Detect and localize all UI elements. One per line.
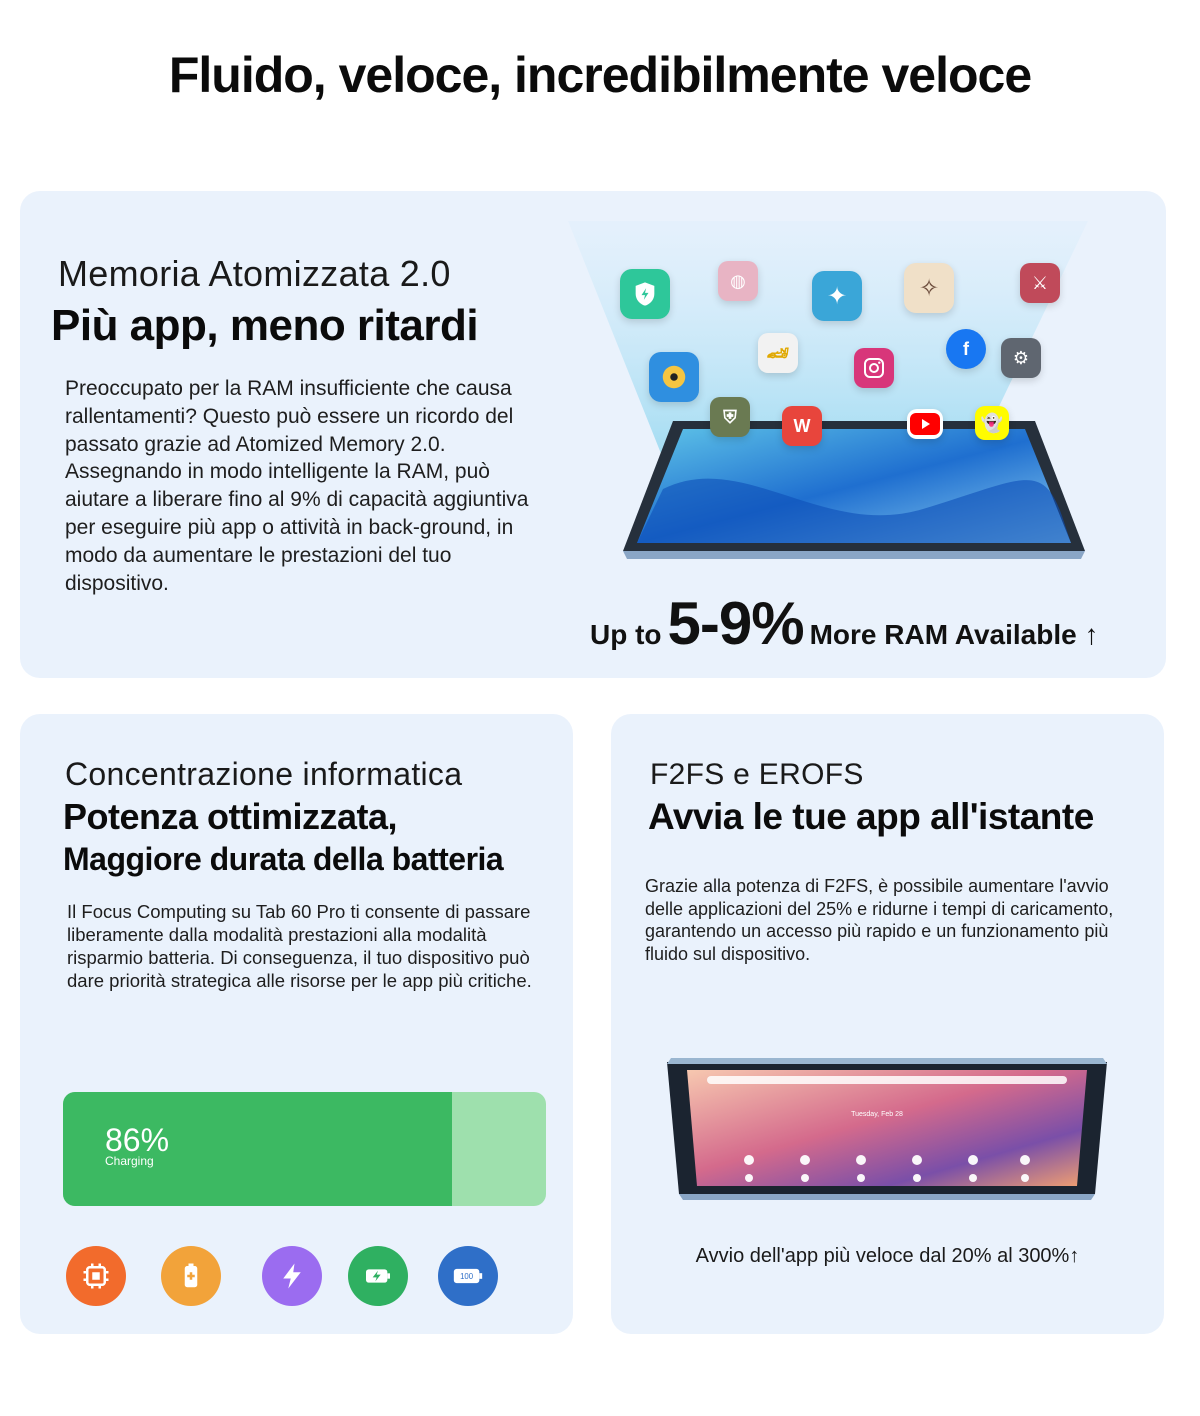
shield-app-icon bbox=[620, 269, 670, 319]
racing-game-icon: 🏎 bbox=[758, 333, 798, 373]
genshin-icon: ✧ bbox=[904, 263, 954, 313]
battery-percent: 86% bbox=[105, 1122, 170, 1158]
focus-card bbox=[20, 714, 573, 1334]
ram-stat-value: 5-9% bbox=[667, 590, 804, 657]
f2fs-stat: Avvio dell'app più veloce dal 20% al 300%↑ bbox=[695, 1245, 1080, 1267]
game-character-icon: ◍ bbox=[718, 261, 758, 301]
ram-card bbox=[20, 191, 1166, 678]
wps-office-icon: W bbox=[782, 406, 822, 446]
focus-body: Il Focus Computing su Tab 60 Pro ti consente di passare liberamente dalla modalità prestazioni alla modalità risparmio batteria. Di conseguenza, il tuo dispositivo può dare priorità strategica alle risorse per le app più critiche. bbox=[67, 901, 532, 991]
battery-status: Charging bbox=[105, 1154, 154, 1168]
f2fs-card bbox=[611, 714, 1164, 1334]
ram-body: Preoccupato per la RAM insufficiente che causa rallentamenti? Questo può essere un ricordo del passato grazie ad Atomized Memory 2.0. Assegnando in modo intelligente la RAM, può aiutare a liberare fino al 9% di capacità aggiuntiva per eseguire più app o attività in back-ground, in modo da aumentare le prestazioni del tuo dispositivo. bbox=[65, 377, 529, 595]
pubg-icon: ⛨ bbox=[710, 397, 750, 437]
cpu-icon bbox=[66, 1246, 126, 1306]
focus-kicker: Concentrazione informatica bbox=[65, 756, 463, 792]
ram-stat bbox=[590, 589, 1150, 658]
f2fs-kicker: F2FS e EROFS bbox=[650, 758, 864, 791]
focus-headline-1: Potenza ottimizzata, bbox=[63, 796, 398, 837]
ram-kicker: Memoria Atomizzata 2.0 bbox=[58, 253, 451, 294]
battery-100-icon bbox=[438, 1246, 498, 1306]
battery-100-label: 100 bbox=[460, 1272, 474, 1282]
battery-charge-icon bbox=[348, 1246, 408, 1306]
tablet-date: Tuesday, Feb 28 bbox=[851, 1111, 903, 1118]
battery-bar bbox=[63, 1092, 546, 1206]
f2fs-headline: Avvia le tue app all'istante bbox=[648, 796, 1094, 837]
f2fs-body: Grazie alla potenza di F2FS, è possibile aumentare l'avvio delle applicazioni del 25% e ridurne i tempi di caricamento, garantendo un accesso più rapido e un funzionamento più fluido sul dispositivo. bbox=[645, 876, 1114, 964]
tablet-image bbox=[623, 419, 1085, 561]
snapchat-icon: 👻 bbox=[975, 406, 1009, 440]
ram-stat-suffix: More RAM Available ↑ bbox=[809, 619, 1099, 650]
page-title: Fluido, veloce, incredibilmente veloce bbox=[168, 47, 1032, 103]
instagram-icon bbox=[854, 348, 894, 388]
ram-stat-prefix: Up to bbox=[590, 619, 662, 650]
ram-headline: Più app, meno ritardi bbox=[51, 301, 479, 350]
focus-headline-2: Maggiore durata della batteria bbox=[63, 841, 504, 877]
hero-game-icon: ⚔ bbox=[1020, 263, 1060, 303]
music-player-icon bbox=[649, 352, 699, 402]
tablet-launcher-image bbox=[667, 1054, 1107, 1204]
lightning-icon bbox=[262, 1246, 322, 1306]
youtube-icon bbox=[907, 409, 943, 439]
battery-plus-icon bbox=[161, 1246, 221, 1306]
anime-game-icon: ✦ bbox=[812, 271, 862, 321]
facebook-icon: f bbox=[946, 329, 986, 369]
settings-icon: ⚙ bbox=[1001, 338, 1041, 378]
